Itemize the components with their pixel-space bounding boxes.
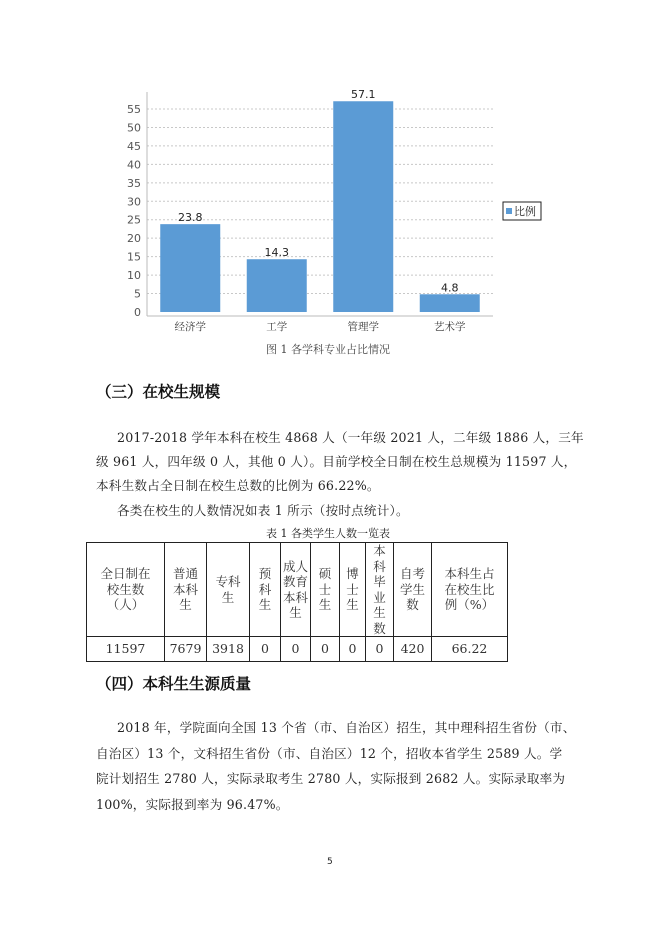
bar [160, 224, 220, 312]
section-heading: （四）本科生生源质量 [96, 675, 252, 693]
data-label: 14.3 [264, 246, 289, 260]
section-heading: （三）在校生规模 [96, 383, 221, 401]
student-count-table [86, 542, 508, 662]
y-tick-label: 20 [127, 232, 141, 246]
x-tick-label: 经济学 [174, 321, 206, 333]
header-text: 本科 [373, 543, 386, 574]
table-cell: 7679 [165, 637, 207, 662]
table-cell: 66.22 [432, 637, 508, 662]
table-header-cell [366, 543, 394, 637]
header-text: 生 [221, 589, 235, 605]
table-header-cell [340, 543, 366, 637]
header-text: 教育 [283, 574, 309, 589]
page-number: 5 [327, 857, 333, 867]
header-text: 全日制在 [100, 566, 151, 582]
header-text: 博 [346, 566, 359, 582]
header-text: 自考学生 [399, 566, 425, 597]
header-text: 专科 [215, 574, 241, 589]
header-text: 生 [346, 597, 359, 613]
data-label: 4.8 [441, 281, 459, 295]
table-caption: 表 1 各类学生人数一览表 [266, 527, 390, 540]
y-tick-label: 50 [127, 121, 141, 135]
table-header-row [87, 543, 508, 637]
paragraph-line: 院计划招生 2780 人，实际录取考生 2780 人，实际报到 2682 人。实际录取率为 [96, 771, 566, 786]
header-text: 本科 [283, 589, 309, 605]
header-text: 毕业 [373, 574, 386, 605]
table-header-cell [207, 543, 250, 637]
header-text: 在校生比 [444, 581, 495, 597]
header-text: 科 [258, 581, 272, 597]
header-text: 预 [258, 566, 272, 582]
paragraph-line: 级 961 人，四年级 0 人，其他 0 人）。目前学校全日制在校生总规模为 11597 人， [96, 454, 577, 469]
table-cell: 0 [311, 637, 340, 662]
header-text: 本科 [172, 581, 198, 597]
table-cell: 0 [366, 637, 394, 662]
table-header-cell [281, 543, 311, 637]
x-tick-label: 管理学 [347, 321, 379, 333]
header-text: 士 [318, 581, 332, 597]
y-tick-label: 35 [127, 176, 141, 190]
y-tick-label: 10 [127, 269, 141, 283]
y-tick-label: 25 [127, 213, 141, 227]
table-header-cell [250, 543, 281, 637]
y-tick-label: 30 [127, 195, 141, 209]
paragraph-line: 自治区）13 个，文科招生省份（市、自治区）12 个，招收本省学生 2589 人。学 [96, 746, 563, 761]
data-label: 57.1 [351, 88, 376, 102]
bar [420, 294, 480, 312]
header-text: 成人 [283, 558, 309, 574]
y-tick-label: 5 [134, 287, 141, 301]
table-header-cell [311, 543, 340, 637]
table-cell: 420 [394, 637, 432, 662]
paragraph-line: 2018 年，学院面向全国 13 个省（市、自治区）招生，其中理科招生省份（市、 [117, 720, 576, 735]
header-text: 生数 [373, 605, 386, 636]
header-text: 数 [406, 597, 419, 613]
bar [333, 101, 393, 312]
header-text: 生 [318, 597, 332, 613]
table-row [87, 637, 508, 662]
bar [247, 259, 307, 312]
table-header-cell [87, 543, 165, 637]
y-tick-label: 0 [134, 306, 141, 319]
paragraph-line: 100%，实际报到率为 96.47%。 [96, 797, 289, 812]
header-text: 本科生占 [444, 566, 495, 582]
header-text: 士 [346, 581, 359, 597]
y-tick-label: 15 [127, 250, 141, 264]
y-tick-label: 45 [127, 139, 141, 153]
paragraph-line: 本科生数占全日制在校生总数的比例为 66.22%。 [96, 478, 380, 493]
y-tick-label: 55 [127, 103, 141, 116]
header-text: （人） [106, 597, 145, 613]
table-header-cell [165, 543, 207, 637]
header-text: 普通 [172, 566, 198, 582]
legend-label: 比例 [514, 205, 536, 218]
table-cell: 11597 [87, 637, 165, 662]
table-cell: 0 [250, 637, 281, 662]
table-header-cell [394, 543, 432, 637]
table-header-cell [432, 543, 508, 637]
table-cell: 0 [340, 637, 366, 662]
chart-caption: 图 1 各学科专业占比情况 [266, 343, 390, 356]
data-label: 23.8 [178, 211, 203, 225]
header-text: 例（%） [444, 597, 495, 613]
table-cell: 3918 [207, 637, 250, 662]
legend-swatch [506, 208, 512, 214]
paragraph-line: 2017-2018 学年本科在校生 4868 人（一年级 2021 人，二年级 1886 人，三年 [117, 430, 584, 445]
paragraph-line: 各类在校生的人数情况如表 1 所示（按时点统计）。 [117, 503, 409, 518]
bar-chart [0, 0, 662, 340]
header-text: 硕 [318, 566, 332, 582]
header-text: 生 [258, 597, 272, 613]
header-text: 校生数 [106, 581, 145, 597]
y-tick-label: 40 [127, 158, 141, 172]
table-cell: 0 [281, 637, 311, 662]
header-text: 生 [179, 597, 192, 613]
x-tick-label: 工学 [266, 321, 288, 333]
header-text: 生 [289, 605, 302, 620]
x-tick-label: 艺术学 [434, 321, 466, 333]
